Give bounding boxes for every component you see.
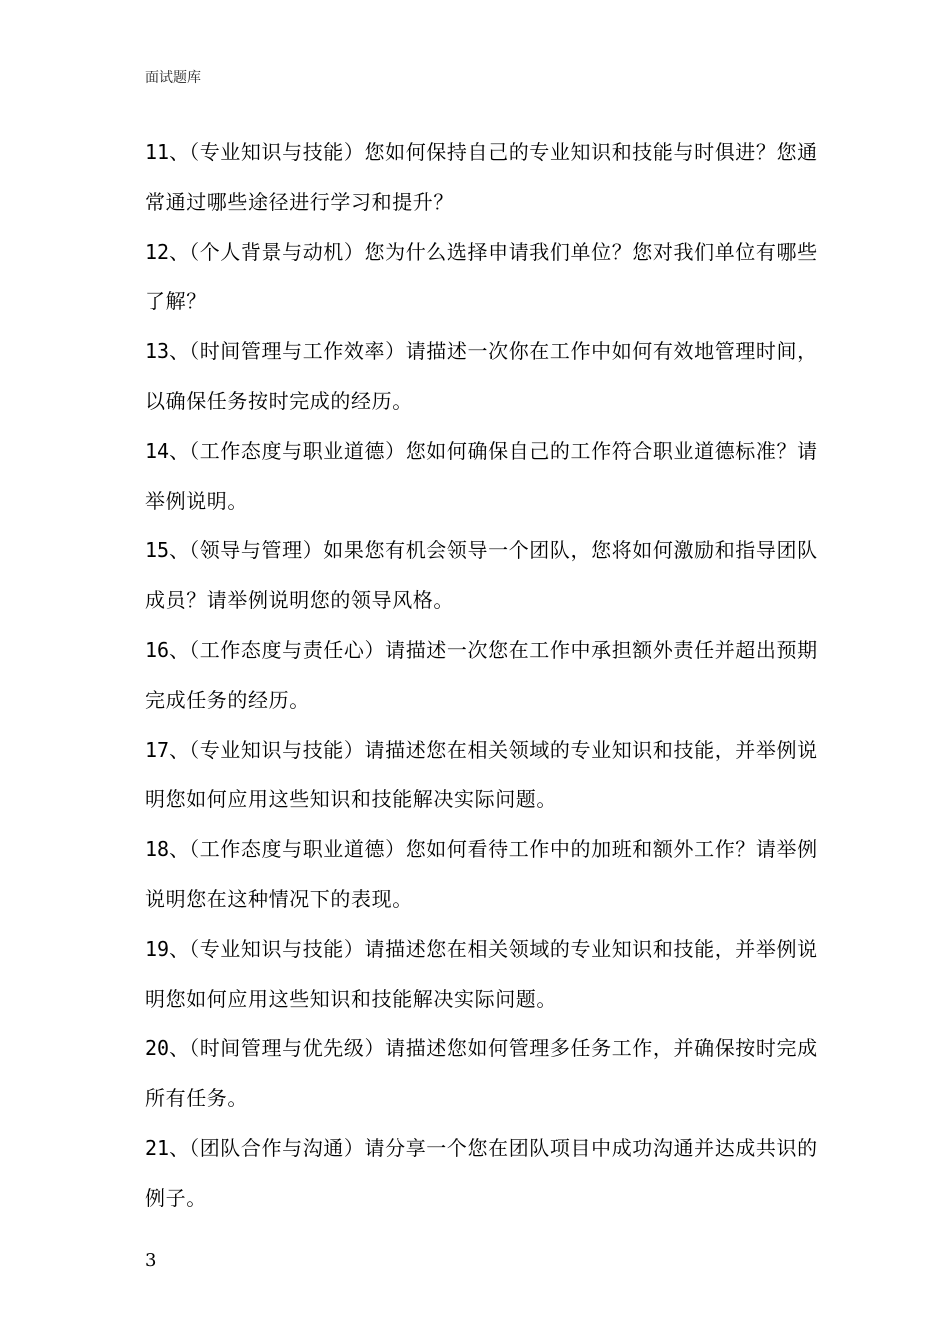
question-number: 20、 bbox=[145, 1036, 190, 1061]
question-list bbox=[145, 128, 835, 1224]
question-text: （专业知识与技能）您如何保持自己的专业知识和技能与时俱进？您通常通过哪些途径进行学习和提升？ bbox=[145, 140, 818, 214]
question-item bbox=[145, 726, 835, 826]
question-item bbox=[145, 1124, 835, 1224]
question-number: 18、 bbox=[145, 837, 190, 862]
question-number: 19、 bbox=[145, 936, 190, 961]
question-item bbox=[145, 327, 835, 427]
question-number: 15、 bbox=[145, 538, 190, 563]
question-text: （专业知识与技能）请描述您在相关领域的专业知识和技能，并举例说明您如何应用这些知识和技能解决实际问题。 bbox=[145, 936, 818, 1011]
page-number: 3 bbox=[145, 1250, 157, 1271]
question-text: （时间管理与优先级）请描述您如何管理多任务工作，并确保按时完成所有任务。 bbox=[145, 1036, 818, 1111]
question-item bbox=[145, 427, 835, 527]
question-number: 16、 bbox=[145, 637, 190, 662]
question-text: （工作态度与职业道德）您如何确保自己的工作符合职业道德标准？请举例说明。 bbox=[145, 438, 818, 513]
question-text: （个人背景与动机）您为什么选择申请我们单位？您对我们单位有哪些了解？ bbox=[145, 239, 818, 314]
question-item bbox=[145, 526, 835, 626]
question-number: 11、 bbox=[145, 140, 190, 164]
question-text: （领导与管理）如果您有机会领导一个团队，您将如何激励和指导团队成员？请举例说明您的领导风格。 bbox=[145, 538, 818, 613]
question-item bbox=[145, 925, 835, 1025]
question-item bbox=[145, 228, 835, 328]
question-item bbox=[145, 128, 835, 228]
question-text: （团队合作与沟通）请分享一个您在团队项目中成功沟通并达成共识的例子。 bbox=[145, 1135, 818, 1210]
question-number: 21、 bbox=[145, 1135, 190, 1160]
question-number: 12、 bbox=[145, 239, 190, 264]
question-item bbox=[145, 1024, 835, 1124]
question-item bbox=[145, 626, 835, 726]
question-number: 14、 bbox=[145, 438, 190, 463]
page-header-title: 面试题库 bbox=[145, 70, 201, 86]
question-number: 13、 bbox=[145, 339, 190, 364]
question-text: （专业知识与技能）请描述您在相关领域的专业知识和技能，并举例说明您如何应用这些知识和技能解决实际问题。 bbox=[145, 737, 818, 812]
question-text: （工作态度与责任心）请描述一次您在工作中承担额外责任并超出预期完成任务的经历。 bbox=[145, 637, 818, 712]
question-text: （工作态度与职业道德）您如何看待工作中的加班和额外工作？请举例说明您在这种情况下的表现。 bbox=[145, 837, 818, 911]
question-number: 17、 bbox=[145, 737, 190, 762]
question-item bbox=[145, 825, 835, 925]
question-text: （时间管理与工作效率）请描述一次你在工作中如何有效地管理时间，以确保任务按时完成的经历。 bbox=[145, 339, 818, 413]
